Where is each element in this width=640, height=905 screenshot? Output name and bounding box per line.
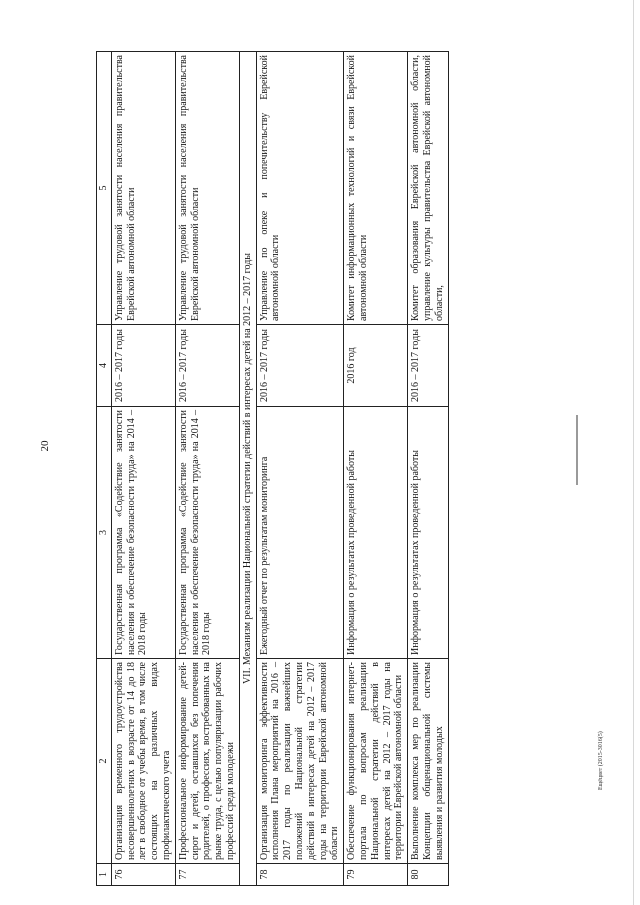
table-row [256,52,344,886]
row-result: Информация о результатах проведенной работы [344,407,408,659]
row-executor: Управление по опеке и попечительству Еврейской автономной области [256,52,344,325]
row-number: 78 [256,864,344,886]
page-number: 20 [39,440,51,452]
row-period: 2016 год [344,325,408,407]
table-row [408,52,448,886]
row-period: 2016 – 2017 годы [111,325,175,407]
row-executor: Комитет образования Еврейской автономной области, управление культуры правительства Еврейской автономной области, [408,52,448,325]
row-period: 2016 – 2017 годы [408,325,448,407]
document-stamp: Ещёцвет (2015-3016(5) [598,731,604,790]
row-number: 77 [175,864,239,886]
row-measure: Организация временного трудоустройства несовершеннолетних в возрасте от 14 до 18 лет в свободное от учебы время, в том числе состоящих на различных видах профилактического учета [111,659,175,864]
row-measure: Обеспечение функционирования интернет-портала по вопросам реализации Национальной стратегии действий в интересах детей на 2012 – 2017 годы на территории Еврейской автономной области [344,659,408,864]
row-result: Государственная программа «Содействие занятости населения и обеспечение безопасности труда» на 2014 – 2018 годы [111,407,175,659]
header-col-4: 4 [97,325,112,407]
row-executor: Комитет информационных технологий и связи Еврейской автономной области [344,52,408,325]
measures-table [96,51,449,886]
table-row [344,52,408,886]
row-executor: Управление трудовой занятости населения правительства Еврейской автономной области [111,52,175,325]
row-measure: Профессиональное информирование детей-сирот и детей, оставшихся без попечения родителей, о профессиях, востребованных на рынке труда, с целью популяризации рабочих профессий среди молодежи [175,659,239,864]
section-title: VII. Механизм реализации Национальной стратегии действий в интересах детей на 2012 – 2017 годы [239,52,256,886]
row-result: Информация о результатах проведенной работы [408,407,448,659]
row-number: 80 [408,864,448,886]
row-number: 76 [111,864,175,886]
row-number: 79 [344,864,408,886]
row-period: 2016 – 2017 годы [256,325,344,407]
row-executor: Управление трудовой занятости населения правительства Еврейской автономной области [175,52,239,325]
header-col-5: 5 [97,52,112,325]
row-measure: Организация мониторинга эффективности исполнения Плана мероприятий на 2016 – 2017 годы по реализации важнейших положений Национальной стратегии действий в интересах детей на 2012 – 2017 годы на территории Еврейской автономной области [256,659,344,864]
row-result: Ежегодный отчет по результатам мониторинга [256,407,344,659]
table-row [175,52,239,886]
table-row [111,52,175,886]
header-col-2: 2 [97,659,112,864]
header-col-3: 3 [97,407,112,659]
header-col-1: 1 [97,864,112,886]
section-row [239,52,256,886]
row-measure: Выполнение комплекса мер по реализации Концепции общенациональной системы выявления и развития молодых [408,659,448,864]
row-period: 2016 – 2017 годы [175,325,239,407]
table-header-row [97,52,112,886]
page-edge-line [633,0,634,905]
row-result: Государственная программа «Содействие занятости населения и обеспечение безопасности труда» на 2014 – 2018 годы [175,407,239,659]
measures-table-container [96,52,594,886]
